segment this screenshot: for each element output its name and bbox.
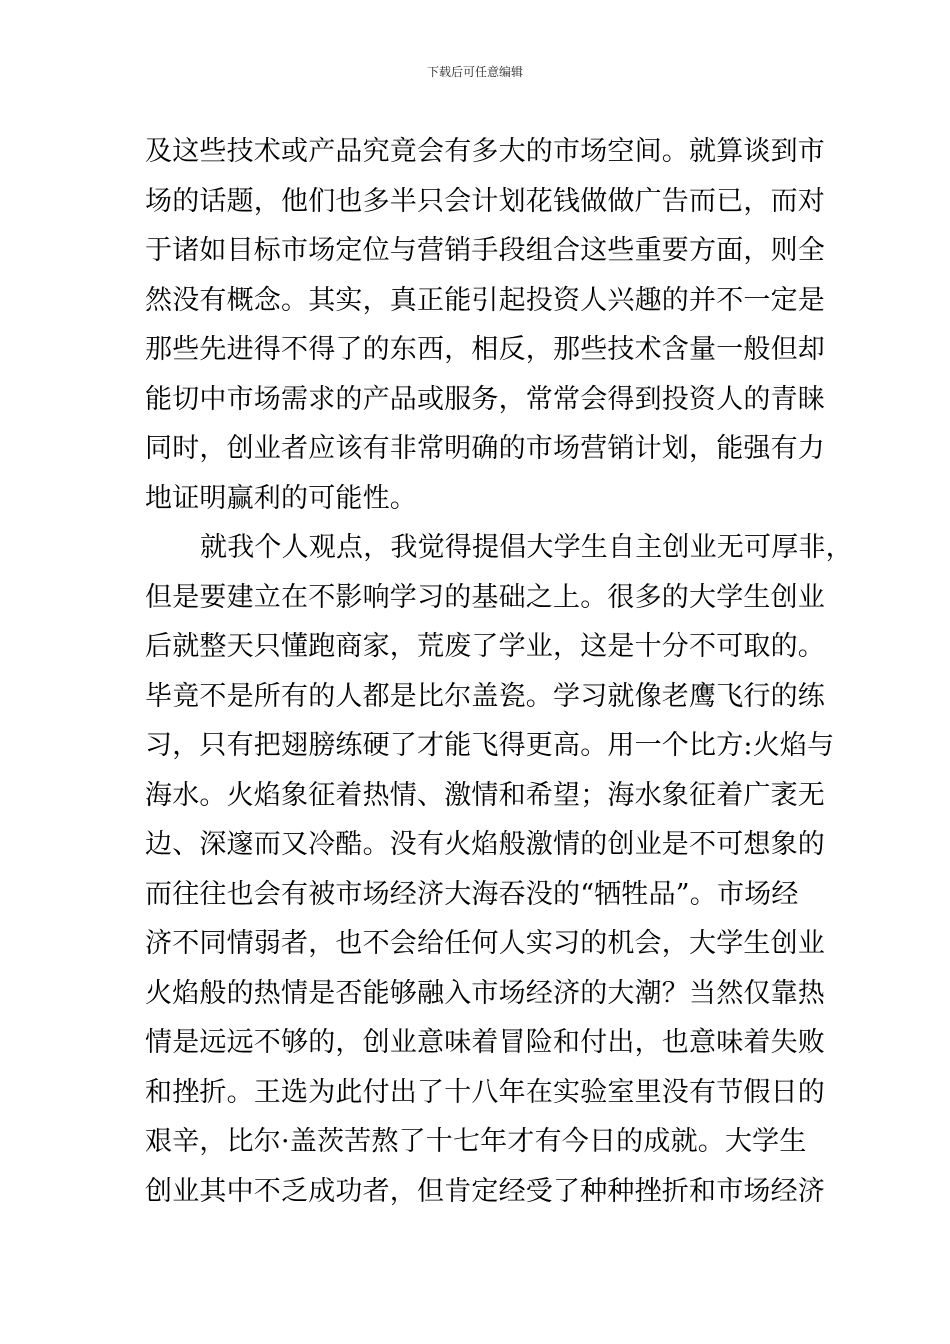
text-line: 毕竟不是所有的人都是比尔盖瓷。学习就像老鹰飞行的练 (145, 680, 825, 712)
text-line: 和挫折。王选为此付出了十八年在实验室里没有节假日的 (145, 1076, 825, 1108)
text-line: 创业其中不乏成功者，但肯定经受了种种挫折和市场经济 (145, 1175, 825, 1207)
text-line: 及这些技术或产品究竟会有多大的市场空间。就算谈到市 (145, 136, 825, 167)
text-line: 场的话题，他们也多半只会计划花钱做做广告而已，而对 (145, 185, 825, 217)
text-line: 情是远远不够的，创业意味着冒险和付出，也意味着失败 (145, 1027, 825, 1058)
text-line: 然没有概念。其实，真正能引起投资人兴趣的并不一定是 (145, 284, 825, 316)
text-line: 后就整天只懂跑商家，荒废了学业，这是十分不可取的。 (145, 631, 825, 662)
text-line: 同时，创业者应该有非常明确的市场营销计划，能强有力 (145, 433, 825, 464)
text-line: 能切中市场需求的产品或服务，常常会得到投资人的青睐 (145, 383, 825, 415)
text-line: 而往往也会有被市场经济大海吞没的“牺牲品”。市场经 (145, 878, 799, 910)
body-text (145, 127, 853, 1216)
text-line: 但是要建立在不影响学习的基础之上。很多的大学生创业 (145, 581, 825, 613)
text-line: 地证明赢利的可能性。 (145, 482, 417, 514)
text-line: 习，只有把翅膀练硬了才能飞得更高。用一个比方:火焰与 (145, 730, 835, 761)
text-line: 海水。火焰象征着热情、激情和希望；海水象征着广袤无 (145, 779, 825, 811)
text-line: 火焰般的热情是否能够融入市场经济的大潮？当然仅靠热 (145, 977, 825, 1009)
text-line: 济不同情弱者，也不会给任何人实习的机会，大学生创业 (145, 928, 825, 959)
text-line: 于诸如目标市场定位与营销手段组合这些重要方面，则全 (145, 235, 825, 266)
page-header: 下载后可任意编辑 (426, 65, 523, 79)
text-line: 那些先进得不得了的东西，相反，那些技术含量一般但却 (145, 334, 825, 365)
text-line: 边、深邃而又冷酷。没有火焰般激情的创业是不可想象的 (145, 829, 825, 860)
paragraph-first-line: 就我个人观点，我觉得提倡大学生自主创业无可厚非， (200, 532, 853, 563)
text-line: 艰辛，比尔·盖茨苦熬了十七年才有今日的成就。大学生 (145, 1126, 807, 1157)
